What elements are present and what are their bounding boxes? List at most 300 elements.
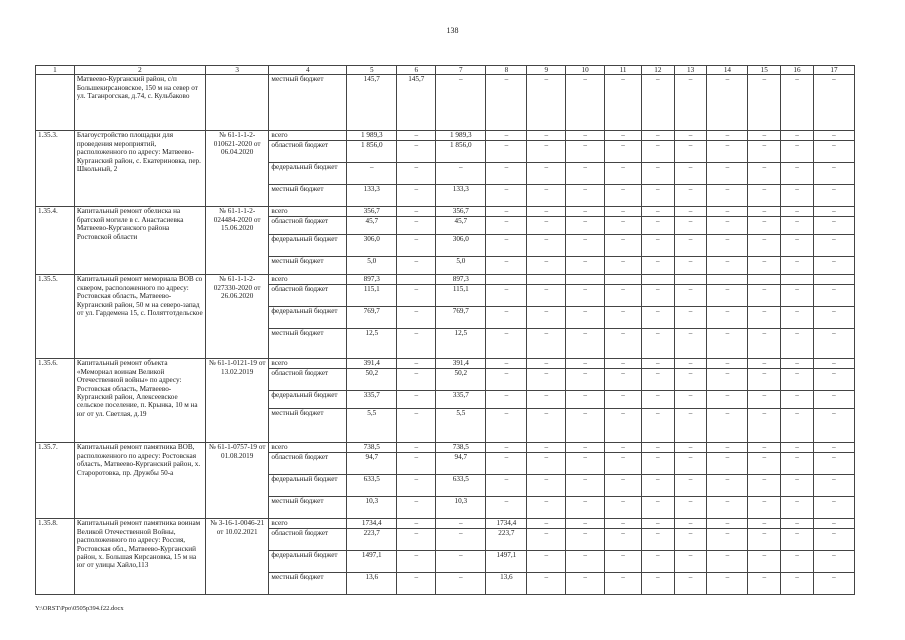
item-description: Капитальный ремонт памятника воинам Великой Отечественной Войны, расположенного по адресу: Россия, Ростовская обл., Матвеево-Курганский район, х. Большая Кирсановка, 15 м на юг от улицы Хайло,113 [74,519,205,595]
value-cell-6: – [397,257,436,275]
value-cell-17: – [813,217,854,235]
value-cell-7: – [436,573,486,595]
value-cell-6: – [397,235,436,257]
value-cell-14: – [707,307,748,329]
funding-source: местный бюджет [269,257,347,275]
funding-source: всего [269,359,347,369]
value-cell-11: – [605,551,642,573]
value-cell-5: 45,7 [347,217,397,235]
value-cell-14: – [707,443,748,453]
table-row [36,443,855,453]
value-cell-9: – [527,207,566,217]
value-cell-7: 738,5 [436,443,486,453]
value-cell-11: – [605,307,642,329]
value-cell-13: – [674,75,707,131]
value-cell-7: 94,7 [436,453,486,475]
value-cell-16: – [781,409,814,443]
value-cell-6: – [397,519,436,529]
value-cell-11 [605,275,642,285]
value-cell-7: 335,7 [436,391,486,409]
funding-source: областной бюджет [269,217,347,235]
value-cell-11: – [605,573,642,595]
value-cell-9: – [527,141,566,163]
value-cell-15: – [748,207,781,217]
value-cell-17: – [813,131,854,141]
value-cell-9: – [527,529,566,551]
value-cell-17: – [813,529,854,551]
header-cell-9: 9 [527,66,566,75]
value-cell-8: – [486,307,527,329]
value-cell-6: – [397,163,436,185]
value-cell-15: – [748,391,781,409]
value-cell-5: 738,5 [347,443,397,453]
value-cell-7: 45,7 [436,217,486,235]
value-cell-11: – [605,285,642,307]
value-cell-6: – [397,359,436,369]
funding-source: федеральный бюджет [269,235,347,257]
value-cell-11: – [605,475,642,497]
value-cell-9: – [527,185,566,207]
value-cell-13: – [674,573,707,595]
header-cell-7: 7 [436,66,486,75]
value-cell-13: – [674,453,707,475]
value-cell-8: – [486,409,527,443]
value-cell-11: – [605,257,642,275]
value-cell-15: – [748,257,781,275]
value-cell-9: – [527,217,566,235]
value-cell-10: – [566,285,605,307]
value-cell-7: 115,1 [436,285,486,307]
funding-source: местный бюджет [269,75,347,131]
value-cell-5: 50,2 [347,369,397,391]
header-cell-8: 8 [486,66,527,75]
value-cell-10: – [566,235,605,257]
value-cell-9: – [527,497,566,519]
header-cell-15: 15 [748,66,781,75]
value-cell-8 [486,275,527,285]
funding-source: областной бюджет [269,369,347,391]
value-cell-8: – [486,131,527,141]
value-cell-13: – [674,359,707,369]
value-cell-12: – [641,551,674,573]
value-cell-9: – [527,285,566,307]
value-cell-5: 5,0 [347,257,397,275]
value-cell-16: – [781,185,814,207]
value-cell-13: – [674,163,707,185]
value-cell-12: – [641,529,674,551]
value-cell-14: – [707,141,748,163]
table-row [36,519,855,529]
value-cell-13: – [674,497,707,519]
value-cell-8: – [486,391,527,409]
value-cell-17: – [813,163,854,185]
header-row [36,66,855,75]
value-cell-15: – [748,217,781,235]
value-cell-10: – [566,573,605,595]
value-cell-8: – [486,453,527,475]
funding-source: федеральный бюджет [269,307,347,329]
value-cell-13: – [674,207,707,217]
value-cell-17: – [813,369,854,391]
value-cell-14: – [707,217,748,235]
value-cell-6: – [397,131,436,141]
value-cell-8: – [486,75,527,131]
value-cell-10: – [566,369,605,391]
value-cell-12: – [641,497,674,519]
value-cell-12: – [641,359,674,369]
value-cell-9: – [527,551,566,573]
value-cell-7: – [436,551,486,573]
item-document [205,75,268,131]
value-cell-10: – [566,141,605,163]
value-cell-14: – [707,285,748,307]
value-cell-10: – [566,453,605,475]
funding-source: местный бюджет [269,573,347,595]
value-cell-15: – [748,307,781,329]
value-cell-11: – [605,329,642,359]
funding-source: федеральный бюджет [269,391,347,409]
value-cell-7: 356,7 [436,207,486,217]
table-row [36,75,855,131]
value-cell-10: – [566,217,605,235]
funding-source: всего [269,443,347,453]
value-cell-16: – [781,369,814,391]
value-cell-16: – [781,207,814,217]
item-document: № 61-1-1-2-024484-2020 от 15.06.2020 [205,207,268,275]
value-cell-5: 94,7 [347,453,397,475]
value-cell-15: – [748,529,781,551]
table-row [36,207,855,217]
value-cell-6: – [397,391,436,409]
value-cell-7: 50,2 [436,369,486,391]
value-cell-5: 633,5 [347,475,397,497]
value-cell-15: – [748,285,781,307]
value-cell-11: – [605,409,642,443]
value-cell-17: – [813,409,854,443]
value-cell-16: – [781,443,814,453]
value-cell-17: – [813,551,854,573]
value-cell-7: 12,5 [436,329,486,359]
value-cell-7: 633,5 [436,475,486,497]
file-path-footer: Y:\ORST\Ppo\0505p394.f22.docx [35,605,124,612]
value-cell-8: – [486,141,527,163]
value-cell-14: – [707,329,748,359]
page-number: 138 [446,26,459,35]
value-cell-9: – [527,443,566,453]
value-cell-12: – [641,519,674,529]
value-cell-12: – [641,217,674,235]
value-cell-10: – [566,163,605,185]
value-cell-13: – [674,257,707,275]
value-cell-10: – [566,497,605,519]
value-cell-5: 10,3 [347,497,397,519]
value-cell-6: – [397,185,436,207]
value-cell-6: – [397,285,436,307]
value-cell-8: 1497,1 [486,551,527,573]
value-cell-11: – [605,391,642,409]
item-number: 1.35.6. [36,359,75,443]
value-cell-6: – [397,141,436,163]
funding-source: областной бюджет [269,141,347,163]
value-cell-9: – [527,453,566,475]
value-cell-9: – [527,235,566,257]
value-cell-16: – [781,285,814,307]
value-cell-15 [748,275,781,285]
value-cell-10: – [566,529,605,551]
value-cell-17: – [813,185,854,207]
value-cell-16: – [781,131,814,141]
value-cell-13 [674,275,707,285]
value-cell-12: – [641,285,674,307]
value-cell-9: – [527,475,566,497]
value-cell-5: – [347,163,397,185]
value-cell-16 [781,275,814,285]
table-row [36,275,855,285]
value-cell-12: – [641,185,674,207]
value-cell-14: – [707,529,748,551]
value-cell-5: 391,4 [347,359,397,369]
value-cell-17: – [813,307,854,329]
value-cell-14: – [707,131,748,141]
value-cell-6: – [397,409,436,443]
value-cell-12: – [641,409,674,443]
value-cell-16: – [781,391,814,409]
value-cell-8: – [486,257,527,275]
value-cell-8: – [486,285,527,307]
value-cell-13: – [674,235,707,257]
value-cell-14: – [707,235,748,257]
value-cell-8: 13,6 [486,573,527,595]
value-cell-10: – [566,443,605,453]
value-cell-14: – [707,551,748,573]
value-cell-10: – [566,359,605,369]
value-cell-6: – [397,329,436,359]
item-description: Благоустройство площадки для проведения мероприятий, расположенного по адресу: Матвеево-Курганский район, с. Екатериновка, пер. Школьный, 2 [74,131,205,207]
value-cell-9: – [527,131,566,141]
value-cell-14: – [707,163,748,185]
value-cell-9: – [527,409,566,443]
value-cell-14: – [707,391,748,409]
funding-source: областной бюджет [269,529,347,551]
value-cell-10: – [566,551,605,573]
value-cell-7: 897,3 [436,275,486,285]
value-cell-14: – [707,359,748,369]
value-cell-17: – [813,359,854,369]
budget-table [35,65,855,595]
value-cell-6: 145,7 [397,75,436,131]
value-cell-14: – [707,409,748,443]
value-cell-5: 1734,4 [347,519,397,529]
value-cell-12: – [641,443,674,453]
header-cell-16: 16 [781,66,814,75]
header-cell-5: 5 [347,66,397,75]
value-cell-10: – [566,329,605,359]
table-row [36,359,855,369]
value-cell-7: 5,5 [436,409,486,443]
value-cell-15: – [748,75,781,131]
value-cell-13: – [674,217,707,235]
value-cell-9: – [527,369,566,391]
value-cell-14: – [707,207,748,217]
value-cell-17: – [813,475,854,497]
value-cell-11: – [605,217,642,235]
value-cell-16: – [781,519,814,529]
value-cell-17: – [813,207,854,217]
value-cell-17: – [813,285,854,307]
value-cell-15: – [748,497,781,519]
value-cell-9: – [527,307,566,329]
value-cell-6: – [397,497,436,519]
header-cell-6: 6 [397,66,436,75]
header-cell-12: 12 [641,66,674,75]
value-cell-11: – [605,369,642,391]
funding-source: федеральный бюджет [269,475,347,497]
value-cell-6: – [397,573,436,595]
header-cell-1: 1 [36,66,75,75]
item-document: № 3-16-1-0046-21 от 10.02.2021 [205,519,268,595]
value-cell-16: – [781,475,814,497]
value-cell-16: – [781,235,814,257]
value-cell-6: – [397,453,436,475]
item-number: 1.35.7. [36,443,75,519]
funding-source: федеральный бюджет [269,163,347,185]
value-cell-6: – [397,307,436,329]
item-number: 1.35.5. [36,275,75,359]
value-cell-15: – [748,131,781,141]
value-cell-7: 306,0 [436,235,486,257]
value-cell-10: – [566,185,605,207]
item-number: 1.35.8. [36,519,75,595]
value-cell-17: – [813,391,854,409]
value-cell-11: – [605,519,642,529]
header-cell-3: 3 [205,66,268,75]
value-cell-5: 223,7 [347,529,397,551]
value-cell-17: – [813,235,854,257]
value-cell-12: – [641,453,674,475]
value-cell-7: 1 989,3 [436,131,486,141]
value-cell-9 [527,275,566,285]
value-cell-16: – [781,497,814,519]
value-cell-9: – [527,573,566,595]
value-cell-15: – [748,235,781,257]
value-cell-11: – [605,75,642,131]
value-cell-12 [641,275,674,285]
value-cell-14: – [707,475,748,497]
value-cell-13: – [674,131,707,141]
value-cell-11: – [605,131,642,141]
value-cell-8: – [486,497,527,519]
item-description: Капитальный ремонт объекта «Мемориал воинам Великой Отечественной войны» по адресу: Ростовская область, Матвеево-Курганский район, Алексеевское сельское поселение, п. Крынка, 10 м на юг от ул. Светлая, д.19 [74,359,205,443]
funding-source: областной бюджет [269,453,347,475]
value-cell-15: – [748,359,781,369]
value-cell-13: – [674,529,707,551]
value-cell-7: – [436,529,486,551]
value-cell-8: 1734,4 [486,519,527,529]
value-cell-17: – [813,573,854,595]
value-cell-17: – [813,75,854,131]
value-cell-11: – [605,207,642,217]
item-description: Матвеево-Курганский район, с/п Большекирсановское, 150 м на север от ул. Таганрогская, д.74, с. Кульбаково [74,75,205,131]
value-cell-6: – [397,529,436,551]
value-cell-5: 1 856,0 [347,141,397,163]
value-cell-12: – [641,475,674,497]
value-cell-5: 12,5 [347,329,397,359]
value-cell-13: – [674,391,707,409]
item-description: Капитальный ремонт мемориала ВОВ со сквером, расположенного по адресу: Ростовская область, Матвеево-Курганский район, 50 м на северо-запад от ул. Гардемена 15, с. Поляттотдельское [74,275,205,359]
value-cell-9: – [527,163,566,185]
value-cell-16: – [781,329,814,359]
funding-source: местный бюджет [269,329,347,359]
value-cell-6: – [397,207,436,217]
table-row [36,131,855,141]
value-cell-8: – [486,329,527,359]
value-cell-15: – [748,573,781,595]
item-document: № 61-1-1-2-010621-2020 от 06.04.2020 [205,131,268,207]
value-cell-16: – [781,217,814,235]
value-cell-16: – [781,453,814,475]
header-cell-14: 14 [707,66,748,75]
value-cell-8: – [486,185,527,207]
funding-source: всего [269,131,347,141]
value-cell-10 [566,275,605,285]
value-cell-12: – [641,391,674,409]
value-cell-10: – [566,391,605,409]
header-cell-4: 4 [269,66,347,75]
value-cell-5: 897,3 [347,275,397,285]
value-cell-13: – [674,141,707,163]
value-cell-9: – [527,519,566,529]
item-document: № 61-1-0121-19 от 13.02.2019 [205,359,268,443]
value-cell-17: – [813,257,854,275]
value-cell-13: – [674,551,707,573]
value-cell-6: – [397,217,436,235]
value-cell-15: – [748,443,781,453]
value-cell-6: – [397,369,436,391]
value-cell-13: – [674,409,707,443]
value-cell-11: – [605,529,642,551]
value-cell-8: – [486,475,527,497]
value-cell-11: – [605,185,642,207]
value-cell-11: – [605,497,642,519]
value-cell-10: – [566,519,605,529]
funding-source: всего [269,519,347,529]
value-cell-16: – [781,529,814,551]
value-cell-5: 115,1 [347,285,397,307]
value-cell-11: – [605,359,642,369]
value-cell-14: – [707,519,748,529]
value-cell-9: – [527,391,566,409]
value-cell-15: – [748,551,781,573]
item-document: № 61-1-1-2-027330-2020 от 26.06.2020 [205,275,268,359]
value-cell-14: – [707,573,748,595]
value-cell-7: 10,3 [436,497,486,519]
item-description: Капитальный ремонт памятника ВОВ, расположенного по адресу: Ростовская область, Матвеево-Курганский район, х. Староротовка, пр. Дружбы 50-а [74,443,205,519]
value-cell-12: – [641,131,674,141]
value-cell-15: – [748,185,781,207]
value-cell-6: – [397,475,436,497]
value-cell-9: – [527,329,566,359]
item-number: 1.35.4. [36,207,75,275]
funding-source: федеральный бюджет [269,551,347,573]
value-cell-13: – [674,185,707,207]
value-cell-7: 1 856,0 [436,141,486,163]
value-cell-7: 133,3 [436,185,486,207]
value-cell-8: – [486,207,527,217]
value-cell-15: – [748,369,781,391]
value-cell-5: 335,7 [347,391,397,409]
value-cell-5: 1 989,3 [347,131,397,141]
value-cell-13: – [674,369,707,391]
